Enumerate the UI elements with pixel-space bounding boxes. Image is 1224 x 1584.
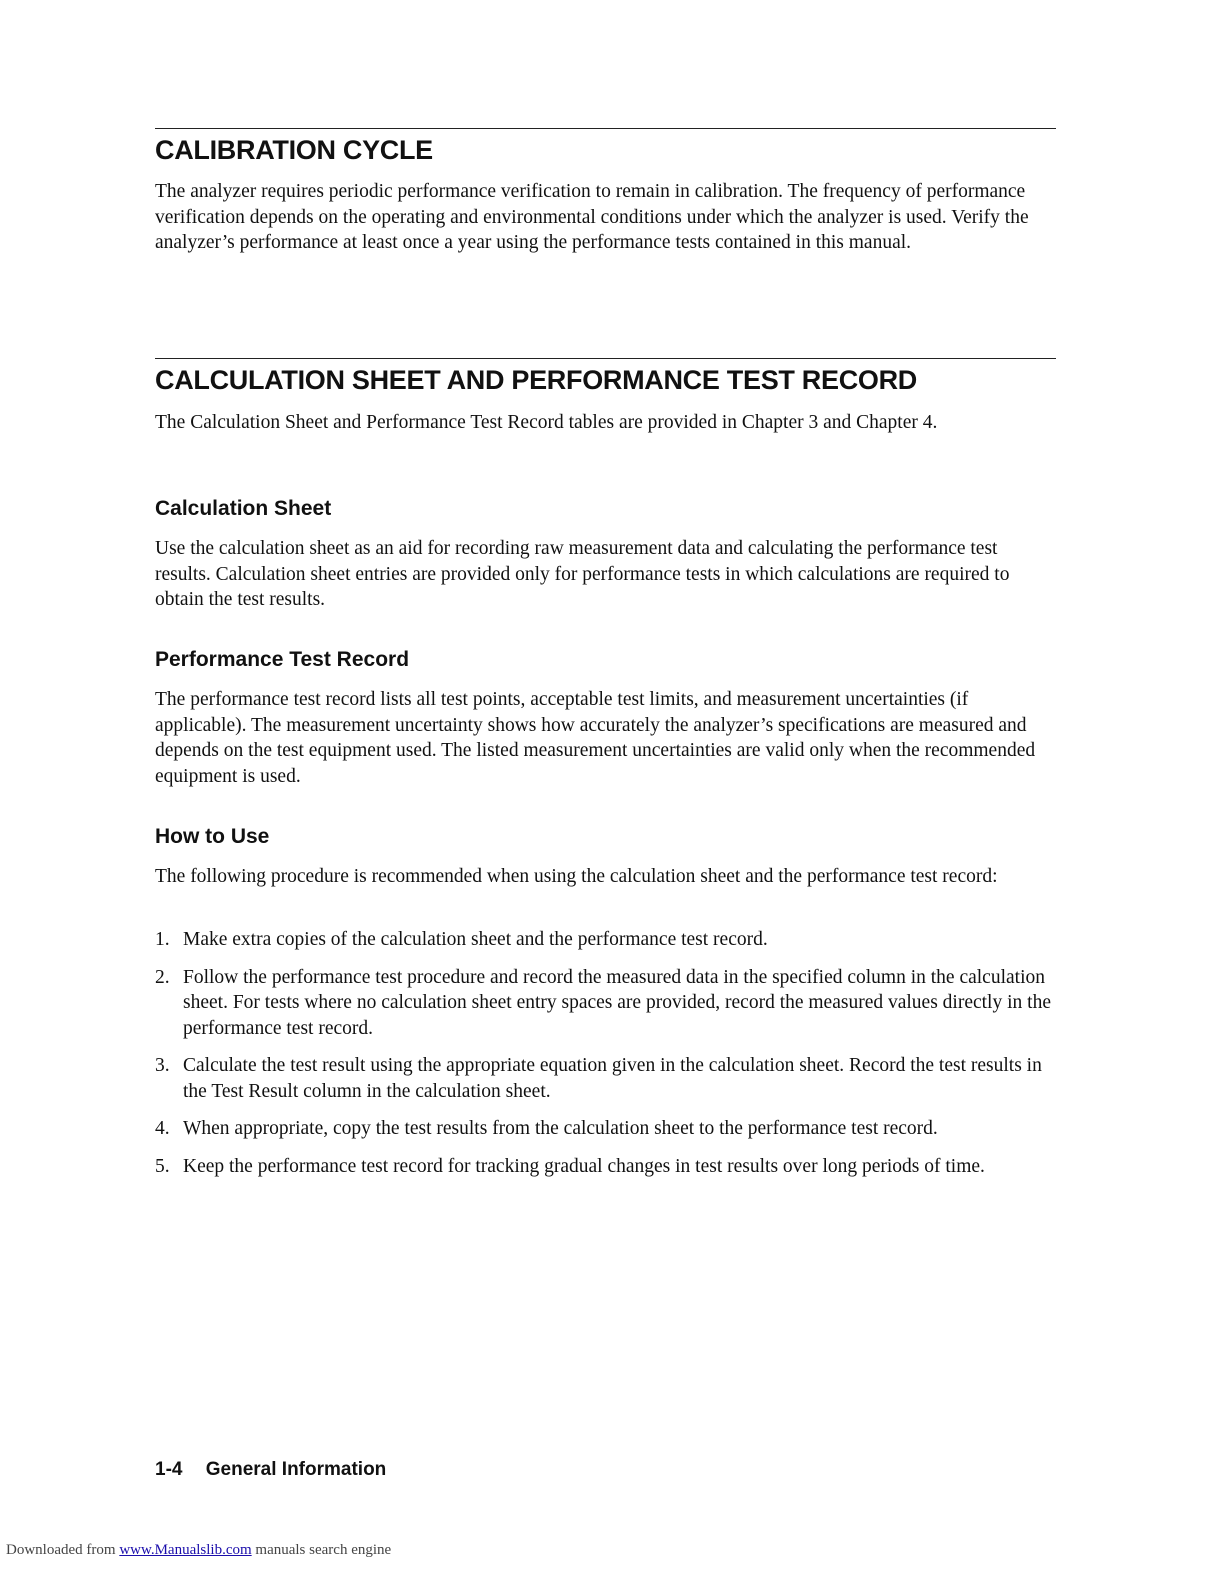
page-number: 1-4 bbox=[155, 1459, 183, 1480]
procedure-steps-list bbox=[155, 927, 1056, 1191]
paragraph-calculation-sheet: Use the calculation sheet as an aid for recording raw measurement data and calculating the performance test results. Calculation sheet entries are provided only for performance tests in which calculations are required to obtain the test results. bbox=[155, 538, 1010, 610]
paragraph-calibration-cycle: The analyzer requires periodic performance verification to remain in calibration. The frequency of performance verification depends on the operating and environmental conditions under which the analyzer is used. Verify the analyzer’s performance at least once a year using the performance tests contained in this manual. bbox=[155, 181, 1029, 253]
subsection-title-performance-test-record: Performance Test Record bbox=[155, 648, 410, 671]
section-title-calibration-cycle: CALIBRATION CYCLE bbox=[155, 135, 433, 165]
list-item-number: 5. bbox=[155, 1155, 170, 1177]
list-item-number: 2. bbox=[155, 966, 170, 988]
section-rule bbox=[155, 128, 1056, 129]
list-item-text: When appropriate, copy the test results from the calculation sheet to the performance test record. bbox=[183, 1118, 938, 1139]
paragraph-calculation-intro: The Calculation Sheet and Performance Test Record tables are provided in Chapter 3 and Chapter 4. bbox=[155, 412, 938, 433]
manualslib-link[interactable]: www.Manualslib.com bbox=[119, 1542, 252, 1558]
paragraph-how-to-use: The following procedure is recommended when using the calculation sheet and the performance test record: bbox=[155, 866, 998, 887]
download-prefix: Downloaded from bbox=[6, 1542, 116, 1558]
list-item bbox=[155, 1053, 1056, 1104]
list-item bbox=[155, 1116, 1056, 1142]
chapter-name: General Information bbox=[205, 1459, 387, 1480]
download-suffix: manuals search engine bbox=[255, 1542, 392, 1558]
list-item-number: 1. bbox=[155, 929, 170, 950]
list-item bbox=[155, 927, 1056, 953]
list-item-number: 4. bbox=[155, 1118, 170, 1139]
list-item-text: Make extra copies of the calculation sheet and the performance test record. bbox=[183, 929, 768, 950]
subsection-title-how-to-use: How to Use bbox=[155, 825, 270, 848]
list-item-text: Calculate the test result using the appropriate equation given in the calculation sheet. Record the test results in the Test Result column in the calculation sheet. bbox=[183, 1055, 1042, 1102]
download-banner bbox=[6, 1542, 391, 1559]
list-item-number: 3. bbox=[155, 1055, 170, 1076]
paragraph-performance-test-record: The performance test record lists all test points, acceptable test limits, and measurement uncertainties (if applicable). The measurement uncertainty shows how accurately the analyzer’s specifications are measured and depends on the test equipment used. The listed measurement uncertainties are valid only when the recommended equipment is used. bbox=[155, 689, 1036, 787]
subsection-title-calculation-sheet: Calculation Sheet bbox=[155, 497, 332, 520]
list-item-text: Follow the performance test procedure and record the measured data in the specified column in the calculation sheet. For tests where no calculation sheet entry spaces are provided, record the measured values directly in the performance test record. bbox=[183, 966, 1051, 1039]
section-title-calculation-sheet: CALCULATION SHEET AND PERFORMANCE TEST RECORD bbox=[155, 365, 917, 395]
section-rule bbox=[155, 358, 1056, 359]
page-footer bbox=[155, 1459, 386, 1481]
list-item bbox=[155, 965, 1056, 1042]
list-item bbox=[155, 1154, 1056, 1180]
list-item-text: Keep the performance test record for tracking gradual changes in test results over long periods of time. bbox=[183, 1155, 985, 1177]
